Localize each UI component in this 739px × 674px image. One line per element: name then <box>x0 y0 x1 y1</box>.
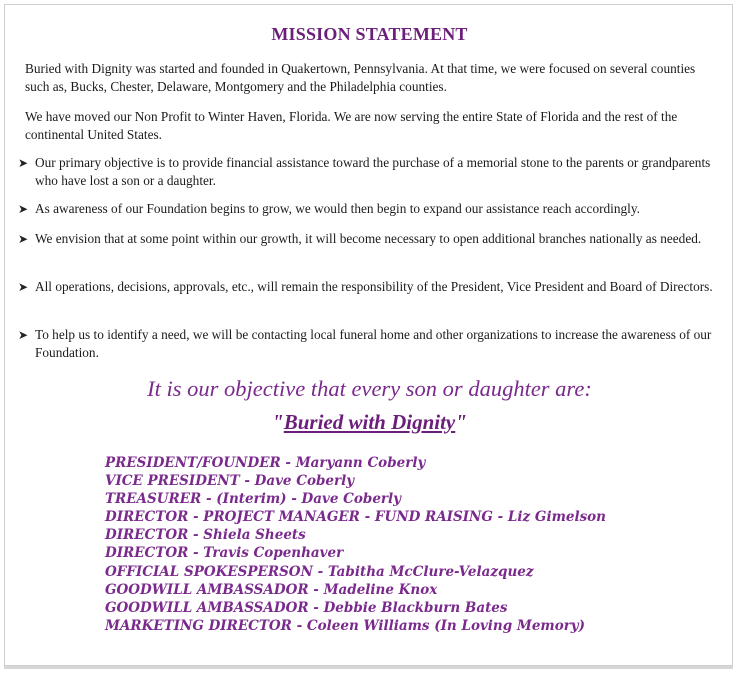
bullet-text: To help us to identify a need, we will be contacting local funeral home and other organizations to increase the awareness of our Foundation. <box>35 327 712 360</box>
bullet-text: As awareness of our Foundation begins to grow, we would then begin to expand our assistance reach accordingly. <box>35 201 640 216</box>
roster-entry: VICE PRESIDENT - Dave Coberly <box>105 473 355 490</box>
slogan-close-quote: " <box>455 410 467 434</box>
arrowhead-bullet-icon: ➤ <box>18 232 29 246</box>
arrowhead-bullet-icon: ➤ <box>18 280 29 294</box>
arrowhead-bullet-icon: ➤ <box>18 202 29 216</box>
roster-entry: TREASURER - (Interim) - Dave Coberly <box>105 491 401 508</box>
roster-entry: DIRECTOR - Travis Copenhaver <box>105 545 344 562</box>
arrowhead-bullet-icon: ➤ <box>18 156 29 170</box>
intro-paragraph: Buried with Dignity was started and founded in Quakertown, Pennsylvania. At that time, we were focused on several counties such as, Bucks, Chester, Delaware, Montgomery and the Philadelphia counties. <box>25 61 696 94</box>
roster-entry: GOODWILL AMBASSADOR - Debbie Blackburn Bates <box>105 599 508 616</box>
arrowhead-bullet-icon: ➤ <box>18 328 29 342</box>
slogan-open-quote: " <box>272 410 284 434</box>
bullet-text: We envision that at some point within our growth, it will become necessary to open additional branches nationally as needed. <box>35 231 702 246</box>
roster-entry: DIRECTOR - Shiela Sheets <box>105 527 306 544</box>
slogan-text: Buried with Dignity <box>283 410 456 434</box>
relocation-paragraph: We have moved our Non Profit to Winter Haven, Florida. We are now serving the entire State of Florida and the rest of the continental United States. <box>25 109 678 142</box>
roster-entry: DIRECTOR - PROJECT MANAGER - FUND RAISING - Liz Gimelson <box>105 509 606 526</box>
roster-entry: PRESIDENT/FOUNDER - Maryann Coberly <box>105 455 426 471</box>
roster-entry: MARKETING DIRECTOR - Coleen Williams (In Loving Memory) <box>105 617 586 634</box>
roster-entry: OFFICIAL SPOKESPERSON - Tabitha McClure-Velazquez <box>105 563 534 580</box>
objective-line: It is our objective that every son or daughter are: <box>147 376 592 401</box>
roster-entry: GOODWILL AMBASSADOR - Madeline Knox <box>105 581 438 598</box>
bullet-text: All operations, decisions, approvals, etc., will remain the responsibility of the President, Vice President and Board of Directors. <box>35 279 713 294</box>
mission-title: MISSION STATEMENT <box>271 24 468 44</box>
bullet-text: Our primary objective is to provide financial assistance toward the purchase of a memorial stone to the parents or grandparents who have lost a son or a daughter. <box>35 155 711 188</box>
slogan <box>0 410 739 435</box>
leadership-roster <box>105 454 725 635</box>
